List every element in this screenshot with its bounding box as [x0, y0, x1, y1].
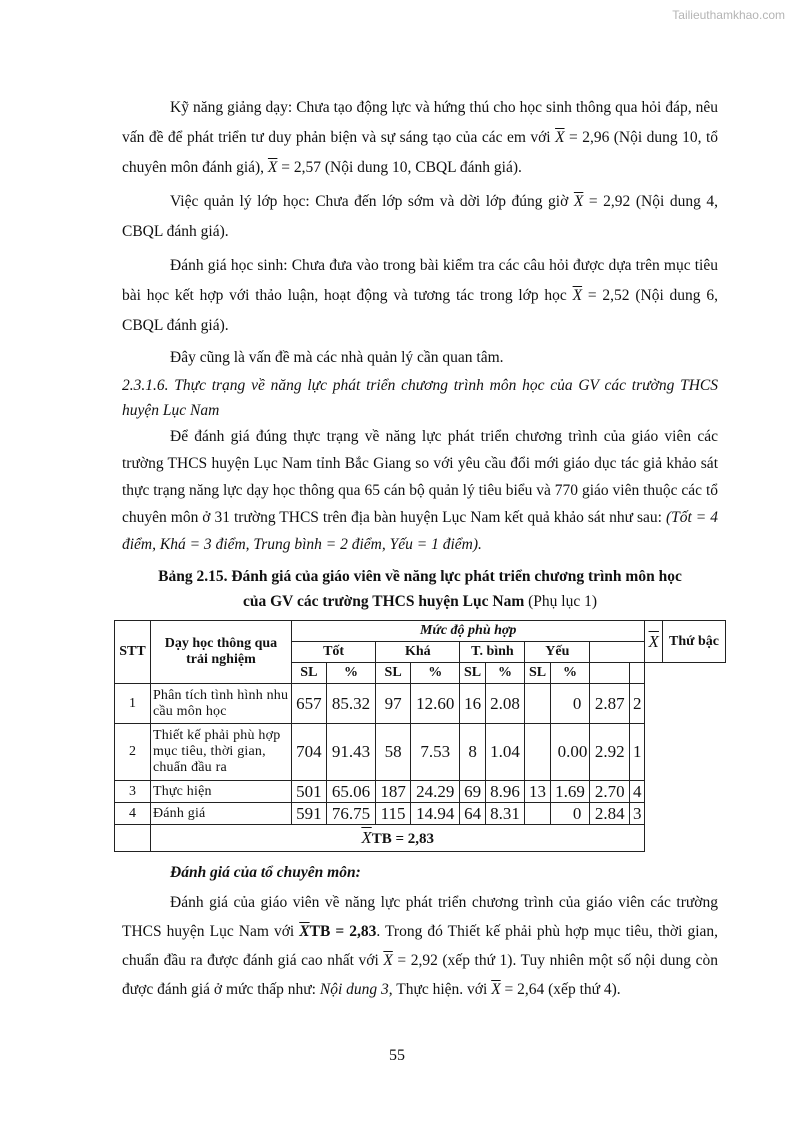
header-level-yeu: Yếu	[525, 642, 590, 663]
cell-yeu-sl	[525, 684, 550, 724]
cell-kha-sl: 97	[376, 684, 411, 724]
cell-kha-pct: 24.29	[411, 781, 460, 803]
header-sl: SL	[291, 663, 326, 684]
cell-kha-sl: 187	[376, 781, 411, 803]
subheading-department: Đánh giá của tổ chuyên môn:	[170, 864, 361, 881]
cell-total-spacer	[115, 825, 151, 852]
cell-yeu-pct: 0	[550, 684, 590, 724]
header-content: Dạy học thông qua trải nghiệm	[150, 621, 291, 684]
table-row	[115, 781, 726, 803]
table-row	[115, 803, 726, 825]
cell-tot-sl: 704	[291, 724, 326, 781]
cell-stt: 4	[115, 803, 151, 825]
paragraph-teaching-skills: Kỹ năng giảng dạy: Chưa tạo động lực và hứng thú cho học sinh thông qua hỏi đáp, nêu vấn đề để phát triển tư duy phản biện và sự sáng tạo của các em với $\overline{X} = 2,96$ (Nội dung 10, tổ chuyên môn đánh giá), $\overline{X} = 2,57$ (Nội dung 10, CBQL đánh giá).	[122, 99, 718, 176]
cell-tb-sl: 8	[460, 724, 485, 781]
cell-mean: 2.92	[590, 724, 630, 781]
header-level-tb: T. bình	[460, 642, 525, 663]
header-stt: STT	[115, 621, 151, 684]
evaluation-table	[114, 620, 726, 852]
cell-tot-pct: 85.32	[326, 684, 375, 724]
cell-kha-pct: 14.94	[411, 803, 460, 825]
cell-rank: 1	[630, 724, 645, 781]
cell-tot-sl: 657	[291, 684, 326, 724]
paragraph-class-management: Việc quản lý lớp học: Chưa đến lớp sớm và dời lớp đúng giờ $\overline{X} = 2,92$ (Nội dung 4, CBQL đánh giá).	[122, 193, 718, 240]
cell-tot-sl: 591	[291, 803, 326, 825]
header-sl: SL	[376, 663, 411, 684]
cell-stt: 1	[115, 684, 151, 724]
page-number: 55	[389, 1047, 405, 1064]
header-pct: %	[550, 663, 590, 684]
cell-total: $\overline{X}TB = 2,83$	[150, 825, 645, 852]
table-row	[115, 724, 726, 781]
cell-kha-sl: 115	[376, 803, 411, 825]
cell-tb-sl: 64	[460, 803, 485, 825]
cell-yeu-pct: 0	[550, 803, 590, 825]
page-body	[119, 93, 720, 1004]
cell-yeu-sl	[525, 803, 550, 825]
section-heading: 2.3.1.6. Thực trạng về năng lực phát triển chương trình môn học của GV các trường THCS huyện Lục Nam	[122, 377, 718, 419]
table-caption: Bảng 2.15. Đánh giá của giáo viên về năng lực phát triển chương trình môn học của GV các trường THCS huyện Lục Nam (Phụ lục 1)	[158, 568, 682, 610]
cell-tot-sl: 501	[291, 781, 326, 803]
cell-tb-pct: 8.96	[485, 781, 525, 803]
paragraph-student-assessment: Đánh giá học sinh: Chưa đưa vào trong bài kiểm tra các câu hỏi được dựa trên mục tiêu bài học kết hợp với thảo luận, hoạt động và tương tác trong lớp học $\overline{X} = 2,52$ (Nội dung 6, CBQL đánh giá).	[122, 257, 718, 334]
cell-mean: 2.87	[590, 684, 630, 724]
header-rank-spacer	[630, 663, 645, 684]
header-level-kha: Khá	[376, 642, 460, 663]
header-mean: $\overline{X}$	[645, 621, 663, 663]
cell-tb-sl: 16	[460, 684, 485, 724]
header-pct: %	[485, 663, 525, 684]
header-sl: SL	[460, 663, 485, 684]
header-mean-spacer	[590, 663, 630, 684]
cell-mean: 2.70	[590, 781, 630, 803]
cell-name: Thiết kế phải phù hợp mục tiêu, thời gian, chuẩn đầu ra	[150, 724, 291, 781]
paragraph-survey: Để đánh giá đúng thực trạng về năng lực phát triển chương trình của giáo viên các trường THCS huyện Lục Nam tỉnh Bắc Giang so với yêu cầu đổi mới giáo dục tác giả khảo sát thực trạng năng lực dạy học thông qua 65 cán bộ quản lý tiêu biểu và 770 giáo viên thuộc các tổ chuyên môn ở 31 trường THCS trên địa bàn huyện Lục Nam kết quả khảo sát như sau: (Tốt = 4 điểm, Khá = 3 điểm, Trung bình = 2 điểm, Yếu = 1 điểm).	[122, 428, 718, 553]
header-rank: Thứ bậc	[663, 621, 726, 663]
cell-tot-pct: 65.06	[326, 781, 375, 803]
cell-rank: 2	[630, 684, 645, 724]
cell-kha-pct: 7.53	[411, 724, 460, 781]
header-sl: SL	[525, 663, 550, 684]
paragraph-department-evaluation: Đánh giá của giáo viên về năng lực phát triển chương trình của giáo viên các trường THCS huyện Lục Nam với $\overline{X}TB = 2,83$. Trong đó Thiết kế phải phù hợp mục tiêu, thời gian, chuẩn đầu ra được đánh giá cao nhất với $\overline{X} = 2,92$ (xếp thứ 1). Tuy nhiên một số nội dung còn được đánh giá ở mức thấp như: Nội dung 3, Thực hiện. với $\overline{X} = 2,64$ (xếp thứ 4).	[122, 894, 719, 998]
cell-tb-sl: 69	[460, 781, 485, 803]
cell-stt: 2	[115, 724, 151, 781]
header-level-tot: Tốt	[291, 642, 375, 663]
cell-kha-sl: 58	[376, 724, 411, 781]
cell-rank: 3	[630, 803, 645, 825]
table-total-row	[115, 825, 726, 852]
cell-tot-pct: 91.43	[326, 724, 375, 781]
cell-stt: 3	[115, 781, 151, 803]
cell-tb-pct: 8.31	[485, 803, 525, 825]
cell-tb-pct: 2.08	[485, 684, 525, 724]
paragraph-concern: Đây cũng là vấn đề mà các nhà quản lý cần quan tâm.	[170, 349, 504, 366]
cell-yeu-sl: 13	[525, 781, 550, 803]
cell-tb-pct: 1.04	[485, 724, 525, 781]
cell-name: Phân tích tình hình nhu cầu môn học	[150, 684, 291, 724]
watermark: Tailieuthamkhao.com	[672, 8, 785, 22]
header-pct: %	[411, 663, 460, 684]
header-pct: %	[326, 663, 375, 684]
table-row	[115, 684, 726, 724]
cell-yeu-sl	[525, 724, 550, 781]
cell-yeu-pct: 0.00	[550, 724, 590, 781]
header-level: Mức độ phù hợp	[291, 621, 645, 642]
cell-mean: 2.84	[590, 803, 630, 825]
cell-name: Đánh giá	[150, 803, 291, 825]
cell-kha-pct: 12.60	[411, 684, 460, 724]
cell-rank: 4	[630, 781, 645, 803]
cell-tot-pct: 76.75	[326, 803, 375, 825]
cell-yeu-pct: 1.69	[550, 781, 590, 803]
cell-name: Thực hiện	[150, 781, 291, 803]
